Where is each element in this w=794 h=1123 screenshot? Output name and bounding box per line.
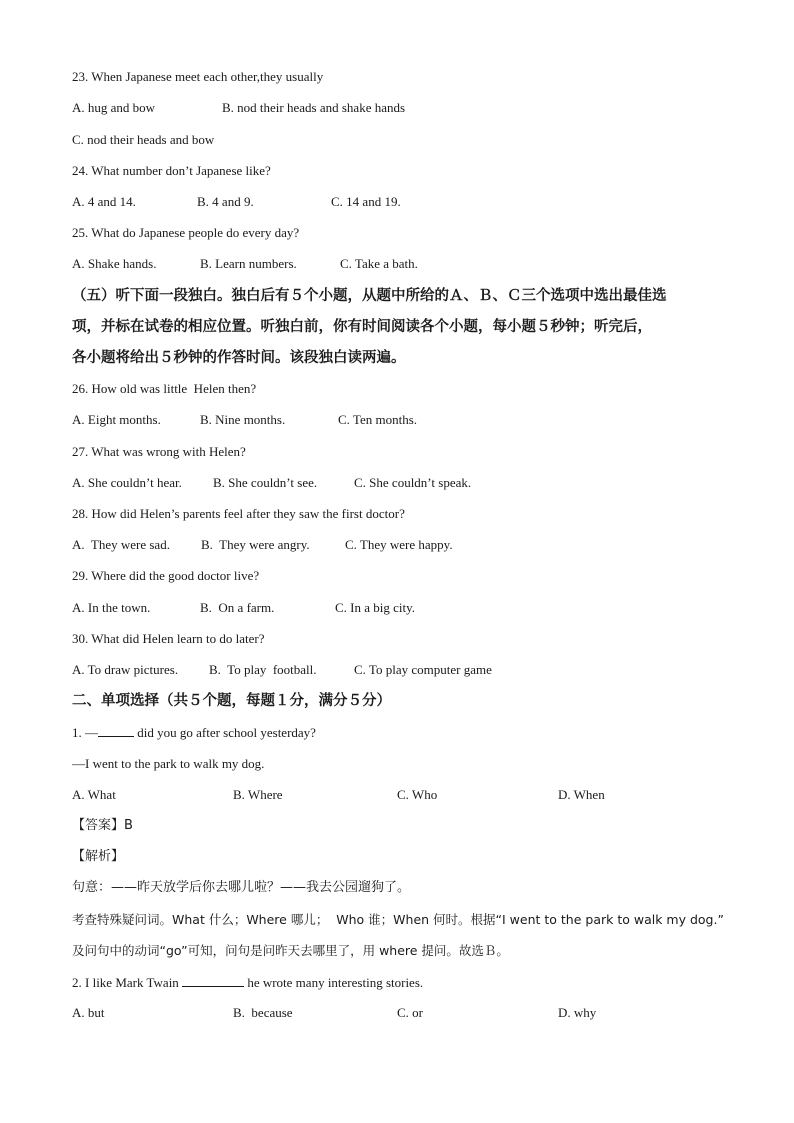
option-30-c: C. To play computer game bbox=[354, 662, 492, 677]
mc-1-option-a: A. What bbox=[72, 787, 116, 802]
option-24-a: A. 4 and 14. bbox=[72, 194, 136, 209]
mc-question-1 bbox=[72, 724, 316, 741]
explanation-1-line-3: 及问句中的动词“go”可知，问句是问昨天去哪里了，用 where 提问。故选Ｂ。 bbox=[72, 943, 509, 958]
option-25-a: A. Shake hands. bbox=[72, 256, 157, 271]
question-23: 23. When Japanese meet each other,they usually bbox=[72, 69, 324, 84]
section-5-instruction-line-2: 项，并标在试卷的相应位置。听独白前，你有时间阅读各个小题，每小题５秒钟；听完后， bbox=[72, 319, 652, 335]
option-29-a: A. In the town. bbox=[72, 600, 151, 615]
explanation-1-line-2: 考查特殊疑问词。What 什么；Where 哪儿； Who 谁；When 何时。根据“I went to the park to walk my dog.” bbox=[72, 912, 724, 927]
option-26-a: A. Eight months. bbox=[72, 412, 161, 427]
option-28-c: C. They were happy. bbox=[345, 537, 453, 552]
option-29-c: C. In a big city. bbox=[335, 600, 416, 615]
answer-label-1: 【答案】B bbox=[72, 818, 133, 833]
option-23-c: C. nod their heads and bow bbox=[72, 132, 215, 147]
option-23-a: A. hug and bow bbox=[72, 100, 156, 115]
option-23-b: B. nod their heads and shake hands bbox=[222, 100, 406, 115]
option-26-c: C. Ten months. bbox=[338, 412, 418, 427]
answer-blank bbox=[98, 724, 134, 737]
mc-1-option-c: C. Who bbox=[397, 787, 438, 802]
explanation-1-line-1: 句意：——昨天放学后你去哪儿啦？——我去公园遛狗了。 bbox=[72, 880, 411, 895]
section-5-instruction-line-1: （五）听下面一段独白。独白后有５个小题，从题中所给的Ａ、Ｂ、Ｃ三个选项中选出最佳选 bbox=[72, 288, 667, 304]
question-26: 26. How old was little Helen then? bbox=[72, 381, 257, 396]
option-30-a: A. To draw pictures. bbox=[72, 662, 179, 677]
analysis-label-1: 【解析】 bbox=[72, 849, 125, 864]
option-27-a: A. She couldn’t hear. bbox=[72, 475, 182, 490]
question-27: 27. What was wrong with Helen? bbox=[72, 444, 246, 459]
mc-1-option-d: D. When bbox=[558, 787, 605, 802]
option-28-a: A. They were sad. bbox=[72, 537, 170, 552]
option-30-b: B. To play football. bbox=[209, 662, 317, 677]
question-24: 24. What number don’t Japanese like? bbox=[72, 163, 271, 178]
mc-question-2 bbox=[72, 974, 423, 991]
option-28-b: B. They were angry. bbox=[201, 537, 310, 552]
mc-question-1-prefix: 1. — bbox=[72, 725, 98, 740]
question-25: 25. What do Japanese people do every day? bbox=[72, 225, 300, 240]
mc-2-option-b: B. because bbox=[233, 1005, 293, 1020]
answer-blank bbox=[182, 974, 244, 987]
mc-question-2-prefix: 2. I like Mark Twain bbox=[72, 975, 183, 990]
option-27-c: C. She couldn’t speak. bbox=[354, 475, 472, 490]
option-25-c: C. Take a bath. bbox=[340, 256, 418, 271]
section-2-title: 二、单项选择（共５个题，每题１分，满分５分） bbox=[72, 693, 391, 709]
mc-question-1-suffix: did you go after school yesterday? bbox=[134, 725, 316, 740]
mc-2-option-c: C. or bbox=[397, 1005, 423, 1020]
question-30: 30. What did Helen learn to do later? bbox=[72, 631, 265, 646]
mc-question-1-reply: —I went to the park to walk my dog. bbox=[72, 756, 265, 771]
option-26-b: B. Nine months. bbox=[200, 412, 286, 427]
question-28: 28. How did Helen’s parents feel after they saw the first doctor? bbox=[72, 506, 405, 521]
question-29: 29. Where did the good doctor live? bbox=[72, 568, 260, 583]
option-25-b: B. Learn numbers. bbox=[200, 256, 297, 271]
mc-2-option-d: D. why bbox=[558, 1005, 597, 1020]
option-27-b: B. She couldn’t see. bbox=[213, 475, 318, 490]
section-5-instruction-line-3: 各小题将给出５秒钟的作答时间。该段独白读两遍。 bbox=[72, 350, 406, 366]
option-24-c: C. 14 and 19. bbox=[331, 194, 401, 209]
option-24-b: B. 4 and 9. bbox=[197, 194, 254, 209]
mc-2-option-a: A. but bbox=[72, 1005, 105, 1020]
mc-1-option-b: B. Where bbox=[233, 787, 283, 802]
mc-question-2-suffix: he wrote many interesting stories. bbox=[244, 975, 424, 990]
option-29-b: B. On a farm. bbox=[200, 600, 275, 615]
